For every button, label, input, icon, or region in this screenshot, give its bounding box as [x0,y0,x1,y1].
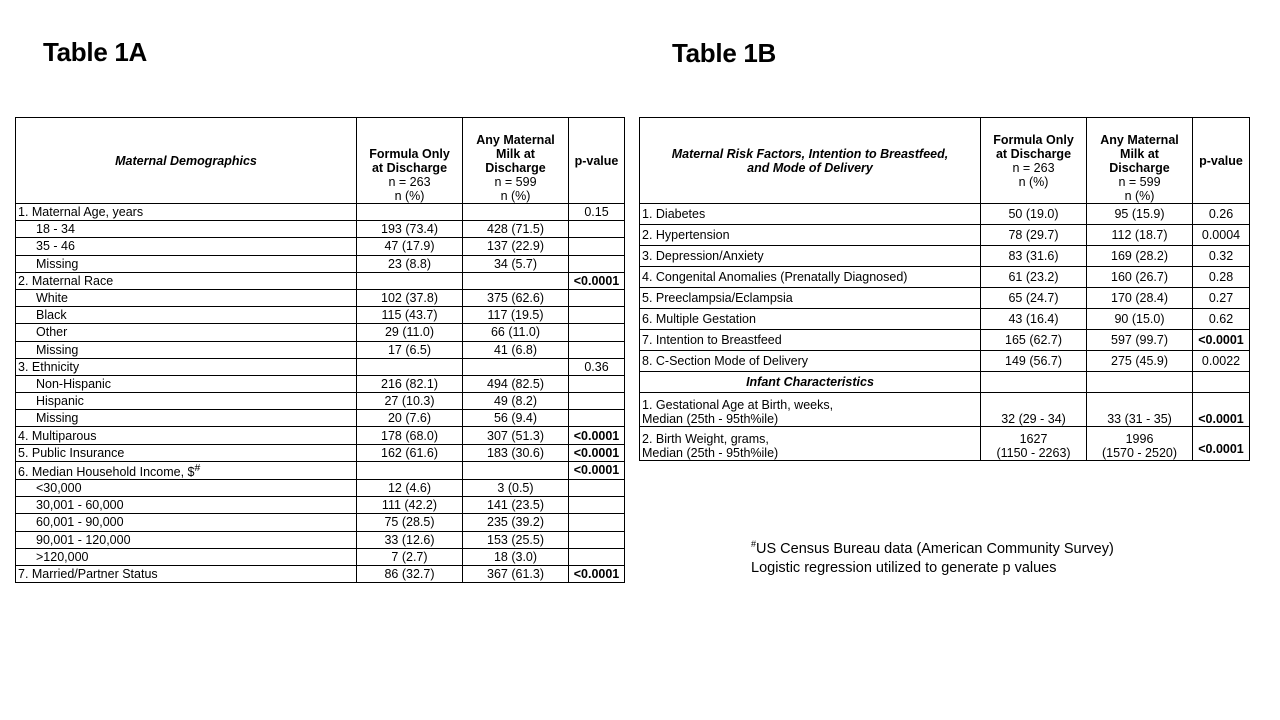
cell-maternal-milk: 95 (15.9) [1087,204,1193,225]
column-header-formula [357,118,463,204]
table-row [16,255,625,272]
row-label [16,461,357,479]
cell-line: (1570 - 2520) [1101,446,1178,460]
footnote-line-2: Logistic regression utilized to generate p values [751,560,1057,576]
row-label: 8. C-Section Mode of Delivery [640,351,981,372]
cell-formula: 149 (56.7) [981,351,1087,372]
cell-pvalue: 0.36 [569,358,625,375]
cell-formula [357,204,463,221]
cell-maternal-milk: 160 (26.7) [1087,267,1193,288]
table-row [16,444,625,461]
header-line: n (%) [394,189,425,203]
table-row [640,351,1250,372]
cell-pvalue [569,221,625,238]
row-label: Hispanic [16,393,357,410]
cell-maternal-milk: 235 (39.2) [463,514,569,531]
table-1a [15,117,625,583]
cell-formula: 61 (23.2) [981,267,1087,288]
table-row [16,548,625,565]
table-row [640,288,1250,309]
cell-pvalue: <0.0001 [1193,330,1250,351]
cell-pvalue: 0.26 [1193,204,1250,225]
cell-pvalue: <0.0001 [569,272,625,289]
footnote-marker: # [751,539,757,550]
cell-formula: 33 (12.6) [357,531,463,548]
cell-pvalue: 0.15 [569,204,625,221]
column-header-label: Maternal Demographics [16,118,357,204]
cell-maternal-milk: 112 (18.7) [1087,225,1193,246]
table-row [16,427,625,444]
cell-formula: 43 (16.4) [981,309,1087,330]
cell-maternal-milk: 34 (5.7) [463,255,569,272]
row-label: 3. Ethnicity [16,358,357,375]
cell-formula: 78 (29.7) [981,225,1087,246]
header-line: n = 599 [1118,175,1161,189]
column-header-pvalue: p-value [569,118,625,204]
table-row [16,565,625,582]
table-row [640,330,1250,351]
table-row [16,324,625,341]
cell-pvalue: 0.27 [1193,288,1250,309]
cell-maternal-milk: 375 (62.6) [463,289,569,306]
cell-maternal-milk: 66 (11.0) [463,324,569,341]
cell-pvalue [569,548,625,565]
cell-formula: 29 (11.0) [357,324,463,341]
cell-formula: 47 (17.9) [357,238,463,255]
row-label-line: 1. Gestational Age at Birth, weeks, [642,398,834,412]
cell-formula [357,272,463,289]
row-label: 3. Depression/Anxiety [640,246,981,267]
table-row [640,204,1250,225]
cell-pvalue: 0.32 [1193,246,1250,267]
cell-maternal-milk [463,461,569,479]
table-row [16,514,625,531]
cell-maternal-milk: 3 (0.5) [463,479,569,496]
empty-cell [1193,372,1250,393]
header-line: n = 263 [388,175,431,189]
table-header-row [16,118,625,204]
row-label: 4. Congenital Anomalies (Prenatally Diagnosed) [640,267,981,288]
row-label: 4. Multiparous [16,427,357,444]
cell-pvalue: <0.0001 [1193,393,1250,427]
cell-formula: 178 (68.0) [357,427,463,444]
footnote [751,540,1114,578]
cell-pvalue [569,514,625,531]
cell-pvalue [569,307,625,324]
row-label: Black [16,307,357,324]
header-line: n = 599 [494,175,537,189]
table-header-row [640,118,1250,204]
header-line: Formula Only [993,133,1074,147]
header-line: Milk at [496,147,535,161]
cell-formula: 193 (73.4) [357,221,463,238]
cell-pvalue: <0.0001 [1193,427,1250,461]
header-line: Maternal Risk Factors, Intention to Breastfeed, [671,146,949,161]
table-row [16,307,625,324]
cell-maternal-milk: 18 (3.0) [463,548,569,565]
cell-pvalue [569,531,625,548]
row-label: 7. Married/Partner Status [16,565,357,582]
cell-maternal-milk: 117 (19.5) [463,307,569,324]
cell-formula: 115 (43.7) [357,307,463,324]
table-row [16,393,625,410]
cell-formula: 65 (24.7) [981,288,1087,309]
table-1b [639,117,1250,461]
column-header-formula [981,118,1087,204]
cell-pvalue: 0.62 [1193,309,1250,330]
cell-formula: 102 (37.8) [357,289,463,306]
row-label: 90,001 - 120,000 [16,531,357,548]
cell-formula: 216 (82.1) [357,375,463,392]
header-line: at Discharge [995,147,1072,161]
row-label: Other [16,324,357,341]
cell-pvalue [569,238,625,255]
table-row [640,393,1250,427]
row-label: 7. Intention to Breastfeed [640,330,981,351]
row-label: 6. Multiple Gestation [640,309,981,330]
cell-maternal-milk [463,358,569,375]
cell-maternal-milk: 137 (22.9) [463,238,569,255]
empty-cell [1087,372,1193,393]
cell-pvalue [569,324,625,341]
table-row [16,238,625,255]
header-line: Any Maternal [1100,133,1179,147]
header-line: n = 263 [1012,161,1055,175]
cell-line: 1627 [1019,432,1048,446]
cell-formula [357,358,463,375]
cell-formula: 20 (7.6) [357,410,463,427]
row-label: 5. Public Insurance [16,444,357,461]
cell-maternal-milk: 428 (71.5) [463,221,569,238]
cell-pvalue: 0.28 [1193,267,1250,288]
header-line: at Discharge [371,161,448,175]
cell-maternal-milk: 170 (28.4) [1087,288,1193,309]
cell-pvalue [569,341,625,358]
column-header-pvalue: p-value [1193,118,1250,204]
cell-maternal-milk: 367 (61.3) [463,565,569,582]
row-label: 2. Maternal Race [16,272,357,289]
table-row [16,358,625,375]
cell-line: 32 (29 - 34) [1001,412,1066,426]
row-label: <30,000 [16,479,357,496]
table-row [640,225,1250,246]
cell-pvalue [569,255,625,272]
row-label: Missing [16,341,357,358]
cell-pvalue [569,289,625,306]
table-row [16,479,625,496]
cell-formula: 165 (62.7) [981,330,1087,351]
cell-pvalue: <0.0001 [569,461,625,479]
footnote-line-1 [751,540,1114,559]
row-label [640,427,981,461]
cell-formula: 83 (31.6) [981,246,1087,267]
header-line: and Mode of Delivery [747,160,873,175]
row-label: 60,001 - 90,000 [16,514,357,531]
cell-maternal-milk: 141 (23.5) [463,497,569,514]
row-label [640,393,981,427]
cell-formula: 23 (8.8) [357,255,463,272]
column-header-maternal-milk [463,118,569,204]
header-line: Any Maternal [476,133,555,147]
cell-formula: 162 (61.6) [357,444,463,461]
cell-line: 33 (31 - 35) [1107,412,1172,426]
row-label-line: 2. Birth Weight, grams, [642,432,769,446]
row-label: 30,001 - 60,000 [16,497,357,514]
cell-formula [357,461,463,479]
row-label: Missing [16,410,357,427]
cell-formula: 75 (28.5) [357,514,463,531]
row-label-text: 6. Median Household Income, $ [18,464,195,479]
table-1b-title: Table 1B [672,38,777,68]
cell-formula: 12 (4.6) [357,479,463,496]
table-row [16,289,625,306]
row-label: 1. Diabetes [640,204,981,225]
table-row [640,427,1250,461]
column-header-maternal-milk [1087,118,1193,204]
cell-line: 1996 [1125,432,1154,446]
cell-maternal-milk: 90 (15.0) [1087,309,1193,330]
cell-maternal-milk [1087,393,1193,427]
row-label: 5. Preeclampsia/Eclampsia [640,288,981,309]
table-row [16,272,625,289]
section-header-row [640,372,1250,393]
cell-formula: 111 (42.2) [357,497,463,514]
cell-maternal-milk: 494 (82.5) [463,375,569,392]
table-row [16,204,625,221]
table-1a-title: Table 1A [43,37,148,67]
cell-maternal-milk: 56 (9.4) [463,410,569,427]
row-label: White [16,289,357,306]
table-row [16,410,625,427]
row-label: Non-Hispanic [16,375,357,392]
footnote-marker: # [194,462,201,474]
row-label: 2. Hypertension [640,225,981,246]
cell-maternal-milk: 41 (6.8) [463,341,569,358]
column-header-label [640,118,981,204]
row-label-line: Median (25th - 95th%ile) [642,446,779,460]
header-line: Formula Only [369,147,450,161]
cell-maternal-milk: 49 (8.2) [463,393,569,410]
cell-maternal-milk: 307 (51.3) [463,427,569,444]
table-row [16,497,625,514]
row-label: 35 - 46 [16,238,357,255]
header-line: Discharge [485,161,546,175]
cell-maternal-milk: 183 (30.6) [463,444,569,461]
table-row [16,531,625,548]
cell-pvalue [569,375,625,392]
cell-line: (1150 - 2263) [996,446,1071,460]
cell-maternal-milk [463,272,569,289]
table-row [16,221,625,238]
cell-pvalue [569,393,625,410]
cell-formula: 27 (10.3) [357,393,463,410]
cell-pvalue [569,479,625,496]
cell-maternal-milk: 153 (25.5) [463,531,569,548]
header-line: Milk at [1120,147,1159,161]
cell-formula: 17 (6.5) [357,341,463,358]
cell-maternal-milk: 275 (45.9) [1087,351,1193,372]
cell-pvalue: 0.0022 [1193,351,1250,372]
table-row [16,375,625,392]
cell-formula: 86 (32.7) [357,565,463,582]
cell-maternal-milk: 597 (99.7) [1087,330,1193,351]
header-line: n (%) [1018,175,1049,189]
cell-formula: 50 (19.0) [981,204,1087,225]
cell-pvalue: 0.0004 [1193,225,1250,246]
empty-cell [981,372,1087,393]
cell-formula [981,393,1087,427]
header-line: n (%) [500,189,531,203]
footnote-text: US Census Bureau data (American Community Survey) [756,541,1114,557]
row-label: >120,000 [16,548,357,565]
header-line: n (%) [1124,189,1155,203]
cell-maternal-milk: 169 (28.2) [1087,246,1193,267]
cell-maternal-milk [463,204,569,221]
cell-pvalue [569,497,625,514]
table-row [640,309,1250,330]
header-line: Discharge [1109,161,1170,175]
row-label: Missing [16,255,357,272]
cell-formula [981,427,1087,461]
table-row [16,461,625,479]
table-row [16,341,625,358]
infant-characteristics-subheader: Infant Characteristics [640,372,981,393]
cell-pvalue [569,410,625,427]
row-label-line: Median (25th - 95th%ile) [642,412,779,426]
table-row [640,246,1250,267]
cell-pvalue: <0.0001 [569,444,625,461]
cell-pvalue: <0.0001 [569,565,625,582]
cell-formula: 7 (2.7) [357,548,463,565]
row-label: 18 - 34 [16,221,357,238]
row-label: 1. Maternal Age, years [16,204,357,221]
cell-maternal-milk [1087,427,1193,461]
cell-pvalue: <0.0001 [569,427,625,444]
table-row [640,267,1250,288]
